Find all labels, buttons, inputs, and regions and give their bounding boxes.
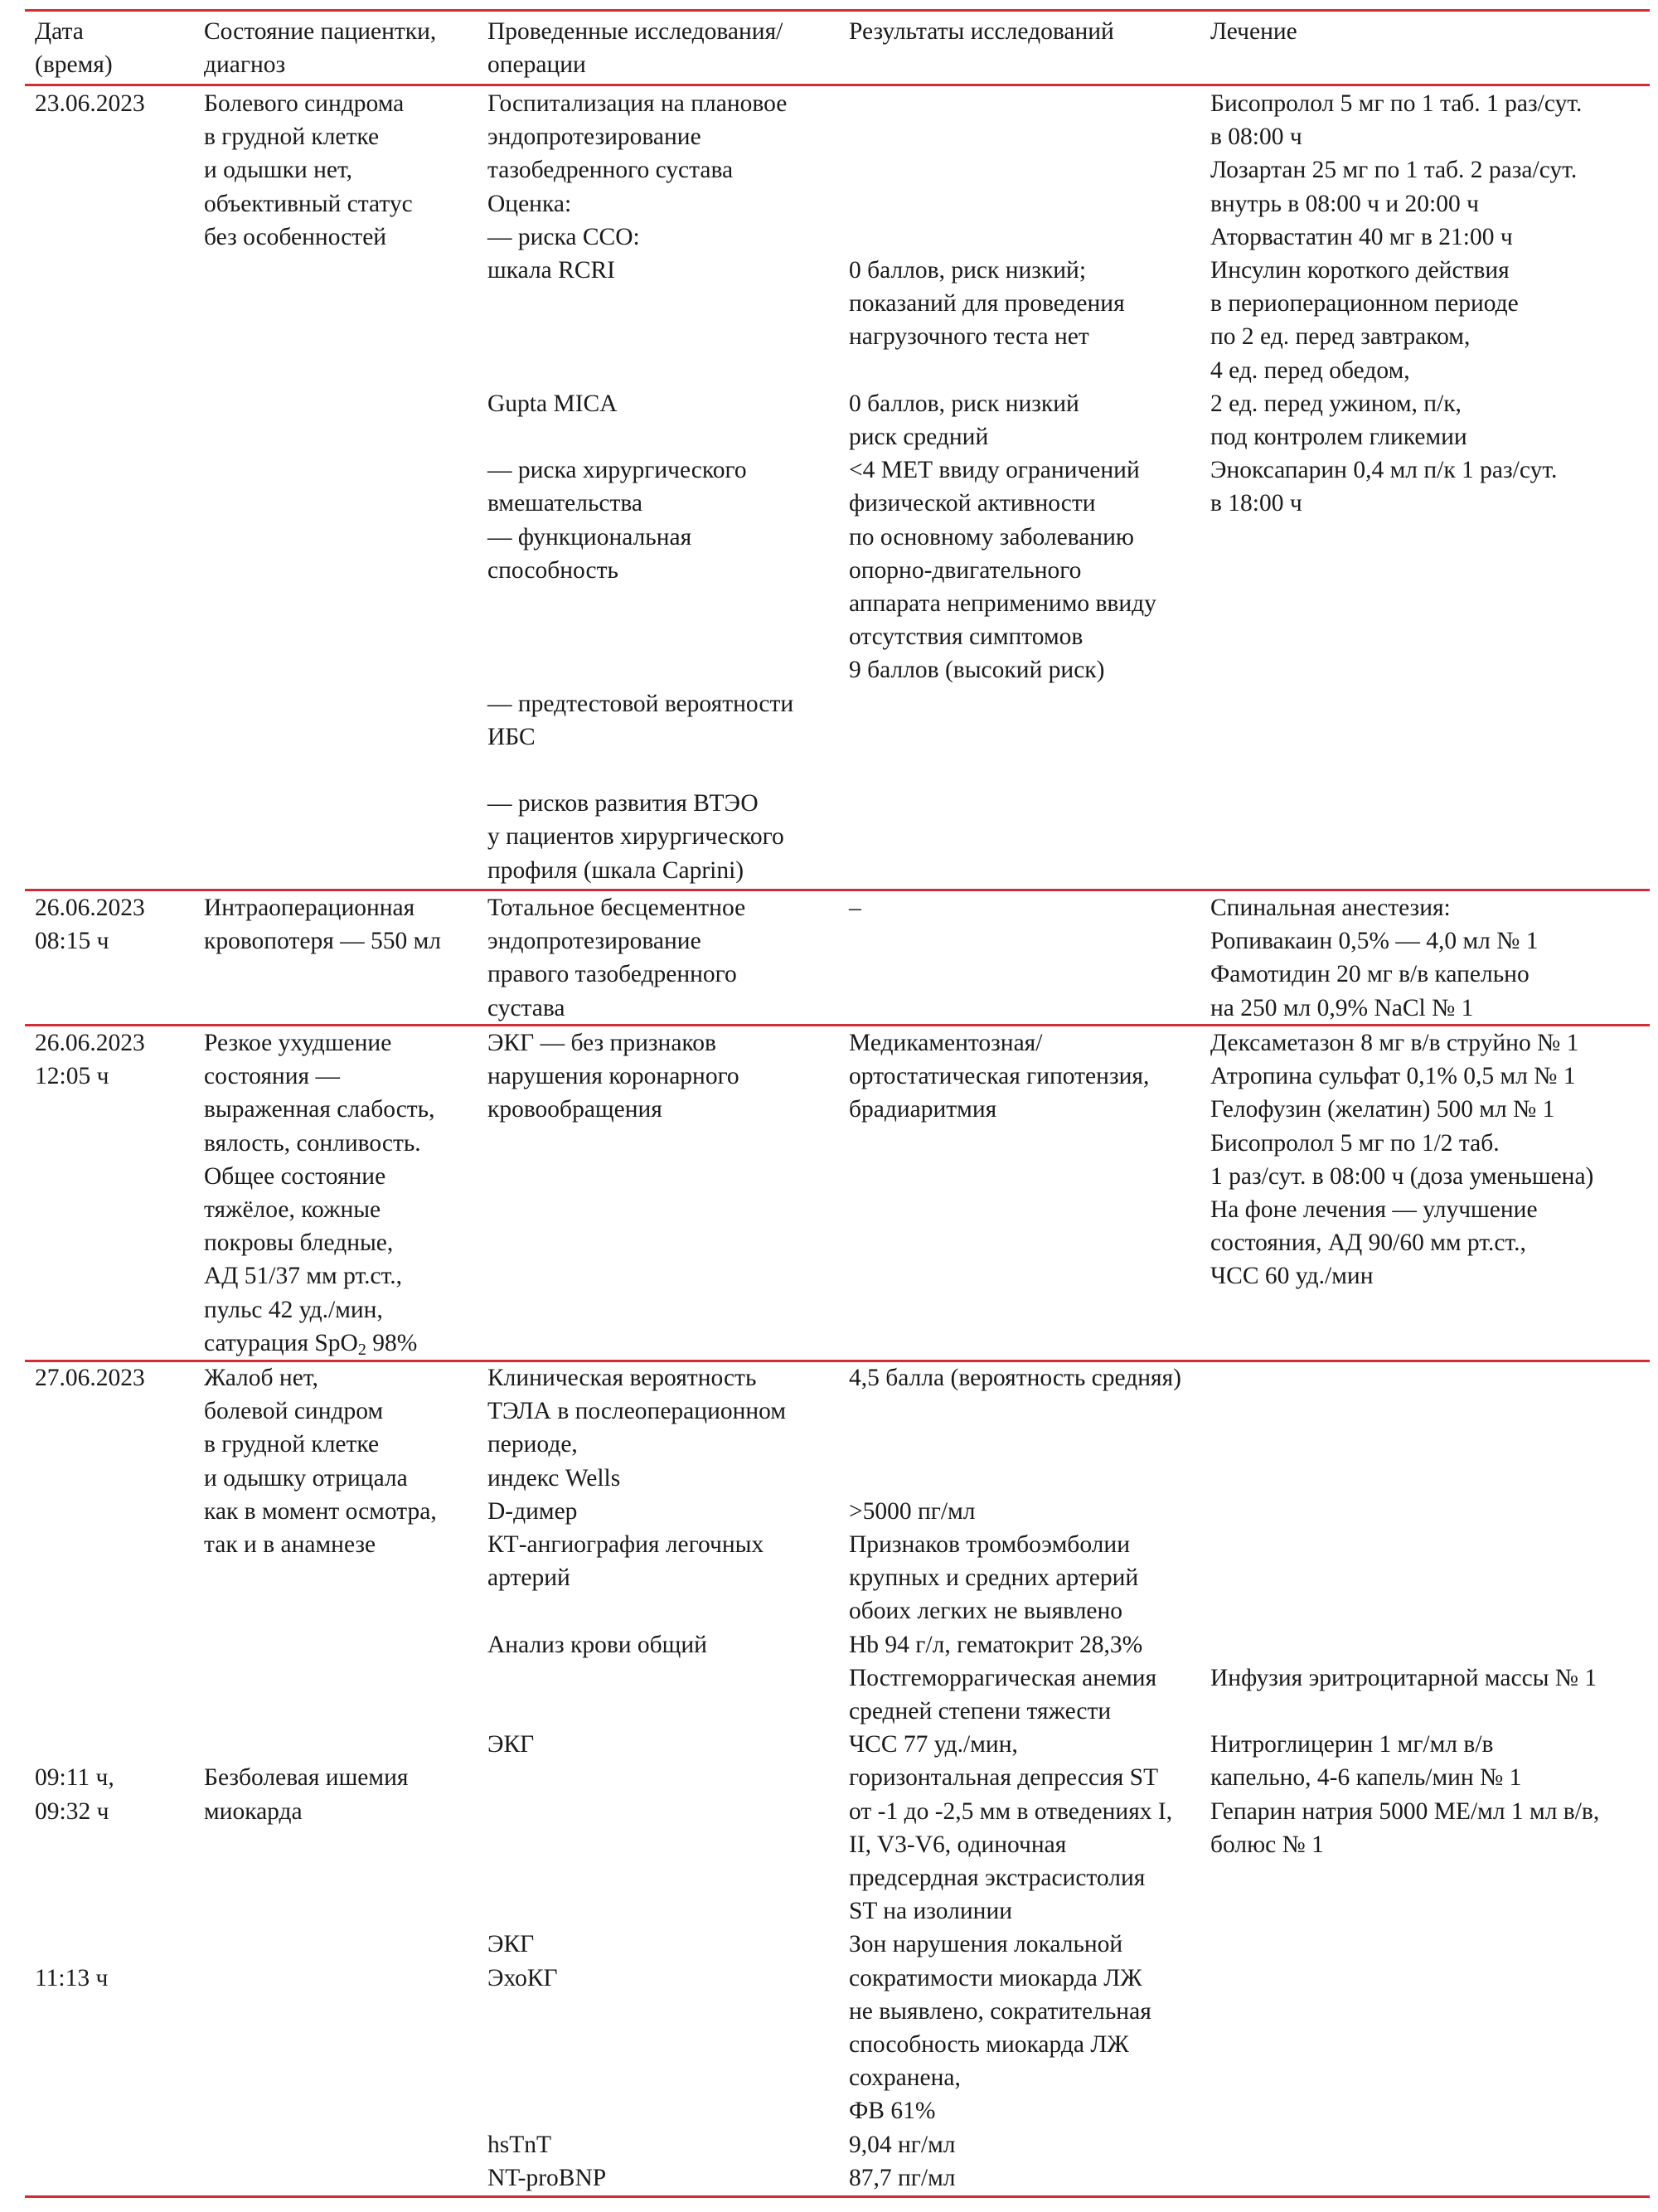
- cell-line: способность миокарда ЛЖ: [849, 2031, 1129, 2058]
- cell-line: <4 МЕТ ввиду ограничений: [849, 457, 1140, 484]
- cell-line: ТЭЛА в послеоперационном: [487, 1398, 787, 1425]
- cell-line: 0 баллов, риск низкий: [849, 390, 1079, 417]
- cell-line: нагрузочного теста нет: [849, 323, 1089, 351]
- cell-line: КТ-ангиография легочных: [487, 1531, 764, 1558]
- saturation-subscript: 2: [357, 1340, 366, 1359]
- cell-line: в 18:00 ч: [1210, 490, 1302, 517]
- cell-line: hsTnT: [487, 2131, 552, 2158]
- cell-line: 26.06.2023: [35, 895, 145, 921]
- header-results: [849, 15, 1114, 48]
- cell-line: ИБС: [487, 723, 536, 750]
- cell-line: Анализ крови общий: [487, 1631, 707, 1658]
- cell-line: правого тазобедренного: [487, 961, 737, 988]
- cell-line: Hb 94 г/л, гематокрит 28,3%: [849, 1631, 1143, 1658]
- cell-line: в грудной клетке: [204, 124, 380, 151]
- cell-line: 4,5 балла (вероятность средняя): [849, 1365, 1181, 1391]
- header-treatment: [1210, 15, 1297, 48]
- cell-line: — риска хирургического: [487, 457, 747, 484]
- saturation-label: сатурация SpO: [204, 1329, 358, 1356]
- cell-line: Дексаметазон 8 мг в/в струйно № 1: [1210, 1030, 1579, 1056]
- cell-line: Гелофузин (желатин) 500 мл № 1: [1210, 1096, 1555, 1123]
- header-date: [35, 15, 113, 81]
- cell-line: нарушения коронарного: [487, 1063, 739, 1090]
- cell-line: 23.06.2023: [35, 90, 145, 117]
- cell-line: Инсулин короткого действия: [1210, 257, 1510, 284]
- cell-line: ЭхоКГ: [487, 1964, 558, 1991]
- cell-line: Gupta MICA: [487, 390, 618, 417]
- cell-line: эндопротезирование: [487, 124, 701, 151]
- cell-line: Инфузия эритроцитарной массы № 1: [1210, 1664, 1597, 1691]
- cell-line: не выявлено, сократительная: [849, 1997, 1151, 2025]
- cell-line: периоде,: [487, 1431, 578, 1458]
- header-bottom-rule: [25, 84, 1650, 86]
- cell-line: Аторвастатин 40 мг в 21:00 ч: [1210, 223, 1513, 250]
- saturation-line: [204, 1327, 417, 1360]
- cell-line: Болевого синдрома: [204, 90, 405, 117]
- cell-line: –: [849, 895, 861, 921]
- cell-line: 0 баллов, риск низкий;: [849, 257, 1087, 284]
- cell-line: без особенностей: [204, 223, 387, 250]
- cell-line: >5000 пг/мл: [849, 1497, 976, 1525]
- cell-line: кровообращения: [487, 1096, 662, 1123]
- cell-line: 09:11 ч,: [35, 1764, 114, 1792]
- cell-line: аппарата неприменимо ввиду: [849, 590, 1156, 617]
- cell-line: Общее состояние: [204, 1162, 386, 1190]
- cell-line: — функциональная: [487, 523, 692, 551]
- cell-line: сократимости миокарда ЛЖ: [849, 1964, 1142, 1991]
- header-studies: [487, 15, 783, 81]
- cell-line: физической активности: [849, 490, 1096, 517]
- cell-line: брадиаритмия: [849, 1096, 997, 1123]
- cell-line: NT-proBNP: [487, 2164, 607, 2191]
- cell-line: профиля (шкала Caprini): [487, 856, 744, 884]
- table-bottom-rule: [25, 2195, 1650, 2198]
- cell-line: тяжёлое, кожные: [204, 1196, 381, 1223]
- cell-line: сохранена,: [849, 2064, 961, 2092]
- cell-line: шкала RCRI: [487, 257, 615, 284]
- cell-line: ЧСС 60 уд./мин: [1210, 1263, 1374, 1290]
- cell-line: II, V3-V6, одиночная: [849, 1831, 1067, 1858]
- cell-line: Зон нарушения локальной: [849, 1931, 1123, 1958]
- cell-line: болюс № 1: [1210, 1831, 1324, 1858]
- cell-line: Эноксапарин 0,4 мл п/к 1 раз/сут.: [1210, 457, 1558, 484]
- cell-line: капельно, 4-6 капель/мин № 1: [1210, 1764, 1522, 1792]
- cell-line: ЭКГ: [487, 1931, 535, 1958]
- cell-line: 2 ед. перед ужином, п/к,: [1210, 390, 1462, 417]
- cell-line: 87,7 пг/мл: [849, 2164, 956, 2191]
- cell-line: вмешательства: [487, 490, 643, 517]
- cell-line: — риска ССО:: [487, 223, 640, 250]
- cell-line: эндопротезирование: [487, 928, 701, 955]
- cell-line: 4 ед. перед обедом,: [1210, 357, 1410, 384]
- cell-line: у пациентов хирургического: [487, 823, 784, 851]
- cell-line: 08:15 ч: [35, 928, 109, 955]
- cell-line: ортостатическая гипотензия,: [849, 1063, 1150, 1090]
- cell-line: 27.06.2023: [35, 1365, 145, 1391]
- header-line: операции: [487, 51, 586, 79]
- cell-line: Постгеморрагическая анемия: [849, 1664, 1157, 1691]
- cell-line: 11:13 ч: [35, 1964, 109, 1991]
- cell-line: Лозартан 25 мг по 1 таб. 2 раза/сут.: [1210, 157, 1578, 184]
- cell-line: сустава: [487, 994, 565, 1021]
- cell-line: опорно-двигательного: [849, 556, 1082, 584]
- cell-line: Безболевая ишемия: [204, 1764, 409, 1792]
- cell-line: и одышки нет,: [204, 157, 353, 184]
- cell-line: 09:32 ч: [35, 1797, 109, 1825]
- cell-line: объективный статус: [204, 190, 413, 217]
- header-line: Результаты исследований: [849, 18, 1114, 45]
- cell-line: в грудной клетке: [204, 1431, 380, 1458]
- cell-line: обоих легких не выявлено: [849, 1598, 1123, 1625]
- cell-line: — предтестовой вероятности: [487, 690, 794, 717]
- cell-line: миокарда: [204, 1797, 303, 1825]
- header-line: (время): [35, 51, 113, 79]
- cell-line: показаний для проведения: [849, 290, 1125, 318]
- cell-line: Жалоб нет,: [204, 1365, 318, 1391]
- cell-line: выраженная слабость,: [204, 1096, 435, 1123]
- cell-line: болевой синдром: [204, 1398, 384, 1425]
- cell-line: 9 баллов (высокий риск): [849, 657, 1105, 684]
- header-line: Проведенные исследования/: [487, 18, 783, 45]
- cell-line: Нитроглицерин 1 мг/мл в/в: [1210, 1731, 1494, 1758]
- cell-line: от -1 до -2,5 мм в отведениях I,: [849, 1797, 1173, 1825]
- cell-line: ФВ 61%: [849, 2098, 936, 2125]
- cell-line: индекс Wells: [487, 1464, 621, 1492]
- cell-line: ЧСС 77 уд./мин,: [849, 1731, 1018, 1758]
- cell-line: 9,04 нг/мл: [849, 2131, 956, 2158]
- cell-line: способность: [487, 556, 618, 584]
- cell-line: средней степени тяжести: [849, 1698, 1112, 1724]
- cell-line: предсердная экстрасистолия: [849, 1865, 1146, 1891]
- cell-line: Оценка:: [487, 190, 572, 217]
- cell-line: Госпитализация на плановое: [487, 90, 788, 117]
- cell-line: Фамотидин 20 мг в/в капельно: [1210, 961, 1530, 988]
- cell-line: АД 51/37 мм рт.ст.,: [204, 1263, 403, 1290]
- cell-line: Бисопролол 5 мг по 1/2 таб.: [1210, 1129, 1500, 1157]
- cell-line: внутрь в 08:00 ч и 20:00 ч: [1210, 190, 1479, 217]
- cell-line: Гепарин натрия 5000 МЕ/мл 1 мл в/в,: [1210, 1797, 1600, 1825]
- cell-line: крупных и средних артерий: [849, 1564, 1139, 1592]
- header-line: Состояние пациентки,: [204, 18, 437, 45]
- cell-line: 1 раз/сут. в 08:00 ч (доза уменьшена): [1210, 1162, 1594, 1190]
- cell-line: Резкое ухудшение: [204, 1030, 392, 1056]
- header-line: Дата: [35, 18, 84, 45]
- cell-line: риск средний: [849, 424, 989, 450]
- cell-line: так и в анамнезе: [204, 1531, 376, 1558]
- header-state: [204, 15, 436, 81]
- cell-line: — рисков развития ВТЭО: [487, 790, 759, 817]
- cell-line: ST на изолинии: [849, 1898, 1013, 1925]
- cell-line: в 08:00 ч: [1210, 124, 1302, 151]
- cell-line: 26.06.2023: [35, 1030, 145, 1056]
- saturation-value: 98%: [366, 1329, 418, 1356]
- cell-line: Интраоперационная: [204, 895, 415, 921]
- cell-line: Спинальная анестезия:: [1210, 895, 1451, 921]
- cell-line: Ропивакаин 0,5% — 4,0 мл № 1: [1210, 928, 1539, 955]
- cell-line: ЭКГ — без признаков: [487, 1030, 716, 1056]
- cell-line: горизонтальная депрессия ST: [849, 1764, 1159, 1792]
- cell-line: Клиническая вероятность: [487, 1365, 757, 1391]
- cell-line: состояния, АД 90/60 мм рт.ст.,: [1210, 1230, 1526, 1257]
- cell-line: по 2 ед. перед завтраком,: [1210, 323, 1471, 351]
- cell-line: и одышку отрицала: [204, 1464, 408, 1492]
- cell-line: артерий: [487, 1564, 570, 1592]
- table-top-rule: [25, 9, 1650, 12]
- cell-line: Признаков тромбоэмболии: [849, 1531, 1130, 1558]
- cell-line: тазобедренного сустава: [487, 157, 734, 184]
- cell-line: по основному заболеванию: [849, 523, 1134, 551]
- cell-line: в периоперационном периоде: [1210, 290, 1519, 318]
- cell-line: состояния —: [204, 1063, 340, 1090]
- cell-line: вялость, сонливость.: [204, 1129, 421, 1157]
- cell-line: на 250 мл 0,9% NaCl № 1: [1210, 994, 1474, 1021]
- cell-line: ЭКГ: [487, 1731, 535, 1758]
- cell-line: 12:05 ч: [35, 1063, 109, 1090]
- cell-line: под контролем гликемии: [1210, 424, 1467, 450]
- cell-line: кровопотеря — 550 мл: [204, 928, 442, 955]
- cell-line: как в момент осмотра,: [204, 1497, 437, 1525]
- cell-line: Медикаментозная/: [849, 1030, 1043, 1056]
- cell-line: D-димер: [487, 1497, 578, 1525]
- cell-line: пульс 42 уд./мин,: [204, 1296, 383, 1323]
- cell-line: покровы бледные,: [204, 1230, 394, 1257]
- header-line: диагноз: [204, 51, 286, 79]
- cell-line: Тотальное бесцементное: [487, 895, 746, 921]
- cell-line: На фоне лечения — улучшение: [1210, 1196, 1538, 1223]
- header-line: Лечение: [1210, 18, 1297, 45]
- cell-line: отсутствия симптомов: [849, 623, 1084, 651]
- cell-line: Бисопролол 5 мг по 1 таб. 1 раз/сут.: [1210, 90, 1583, 117]
- cell-line: Атропина сульфат 0,1% 0,5 мл № 1: [1210, 1063, 1576, 1090]
